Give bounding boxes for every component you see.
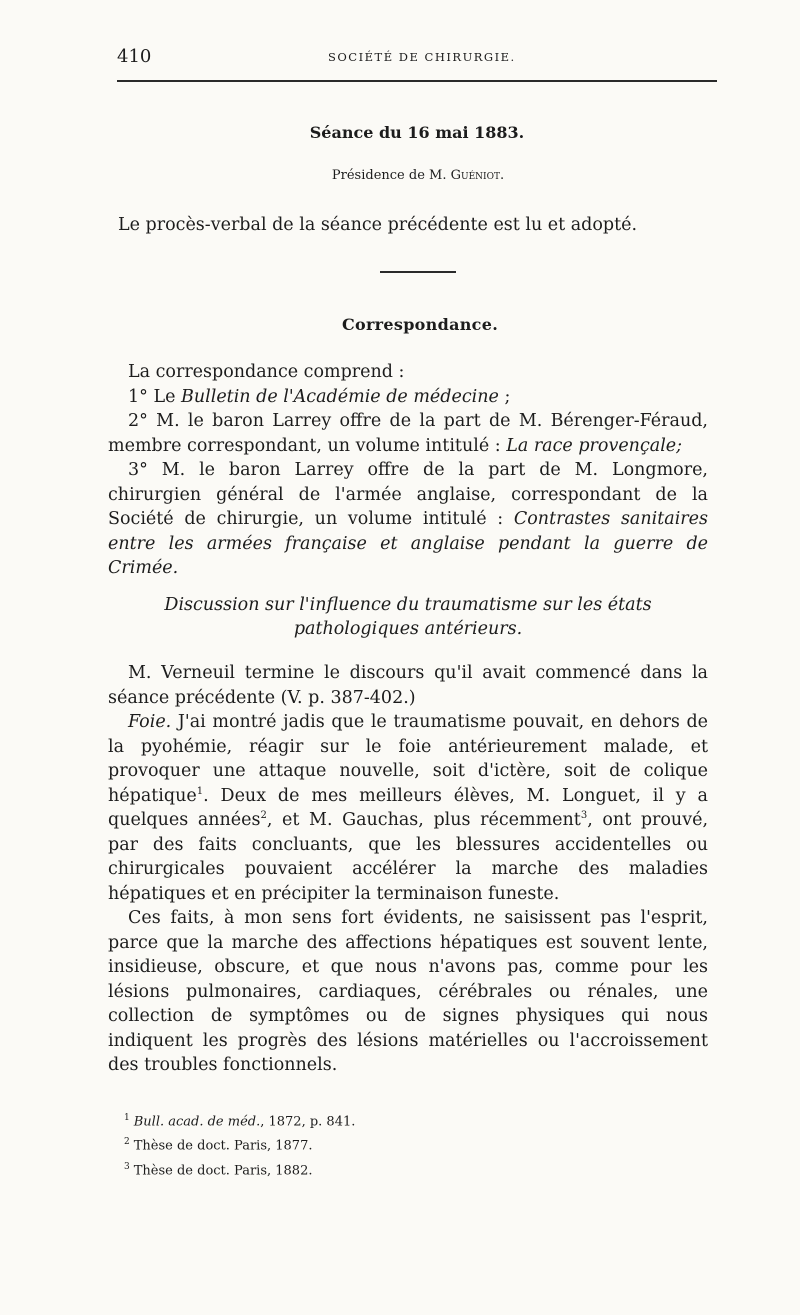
footnote-number: 1	[124, 1113, 130, 1123]
page-number: 410	[117, 46, 152, 67]
discussion-title: Discussion sur l'influence du traumatisme sur les états pathologiques antérieurs.	[164, 595, 652, 639]
discussion-body	[108, 661, 708, 1078]
running-head	[117, 46, 717, 70]
correspondance-heading: Correspondance.	[341, 315, 499, 334]
proces-verbal-line: Le procès-verbal de la séance précédente est lu et adopté.	[118, 215, 638, 235]
header-rule	[117, 80, 717, 82]
item-1-title: Bulletin de l'Académie de médecine	[181, 386, 499, 407]
presidence-prefix: Présidence de M.	[331, 168, 451, 183]
presidence-name: Guéniot	[450, 168, 500, 183]
footnote-italic: Bull. acad. de méd.	[133, 1114, 261, 1130]
item-1-prefix: 1° Le	[128, 386, 181, 407]
footnote	[124, 1108, 684, 1132]
correspondance-item-2	[108, 409, 708, 458]
footnote-ref-2[interactable]: 2	[260, 810, 267, 822]
running-title: SOCIÉTÉ DE CHIRURGIE.	[328, 50, 516, 64]
item-2-title: La race provençale;	[506, 435, 683, 456]
presidence-line	[0, 168, 800, 183]
para-2-text-d: , ont prouvé, par des faits concluants, que les blessures accidentelles ou chirurgicales pouvaient accélérer la marche des maladies hépatiques et en précipiter la terminaison funeste.	[108, 810, 709, 904]
footnote-text: Thèse de doct. Paris, 1877.	[133, 1138, 313, 1154]
discussion-para-3: Ces faits, à mon sens fort évidents, ne saisissent pas l'esprit, parce que la marche des affections hépatiques est souvent lente, insidieuse, obscure, et que nous n'avons pas, comme pour les lésions pulmonaires, cardiaques, cérébrales ou rénales, une collection de symptômes ou de signes physiques qui nous indiquent les progrès des lésions matérielles ou l'accroissement des troubles fonctionnels.	[108, 908, 708, 1075]
footnotes	[124, 1108, 684, 1181]
para-2-text-b: . Deux de mes meilleurs élèves, M. Longuet, il y a quelques années	[108, 785, 708, 830]
footnote	[124, 1157, 684, 1181]
presidence-suffix: .	[499, 168, 505, 183]
seance-title: Séance du 16 mai 1883.	[309, 123, 525, 142]
correspondance-item-3	[108, 458, 708, 581]
correspondance-item-1	[108, 385, 708, 410]
item-3-text: 3° M. le baron Larrey offre de la part de M. Longmore, chirurgien général de l'armée anglaise, correspondant de la Société de chirurgie, un volume intitulé :	[108, 460, 708, 529]
discussion-para-2	[108, 710, 708, 906]
item-2-text: 2° M. le baron Larrey offre de la part de M. Bérenger-Féraud, membre correspondant, un volume intitulé :	[108, 411, 708, 456]
section-divider	[380, 271, 456, 273]
footnote-number: 3	[124, 1161, 130, 1172]
footnote	[124, 1132, 684, 1156]
item-1-suffix: ;	[498, 386, 511, 407]
footnote-ref-3[interactable]: 3	[580, 810, 588, 822]
footnote-text: , 1872, p. 841.	[260, 1114, 356, 1130]
footnote-text: Thèse de doct. Paris, 1882.	[133, 1162, 313, 1178]
para-2-lead: Foie.	[128, 712, 172, 732]
para-2-text-a: J'ai montré jadis que le traumatisme pouvait, en dehors de la pyohémie, réagir sur le foie antérieurement malade, et provoquer une attaque nouvelle, soit d'ictère, soit de colique hépatique	[108, 712, 708, 806]
footnote-ref-1[interactable]: 1	[196, 785, 204, 797]
correspondance-intro: La correspondance comprend :	[128, 362, 405, 382]
item-3-title: Contrastes sanitaires entre les armées française et anglaise pendant la guerre de Crimée.	[108, 509, 708, 578]
correspondance-block	[108, 360, 708, 581]
para-2-text-c: , et M. Gauchas, plus récemment	[266, 810, 581, 830]
discussion-para-1: M. Verneuil termine le discours qu'il avait commencé dans la séance précédente (V. p. 387-402.)	[108, 663, 708, 708]
footnote-number: 2	[124, 1137, 130, 1148]
